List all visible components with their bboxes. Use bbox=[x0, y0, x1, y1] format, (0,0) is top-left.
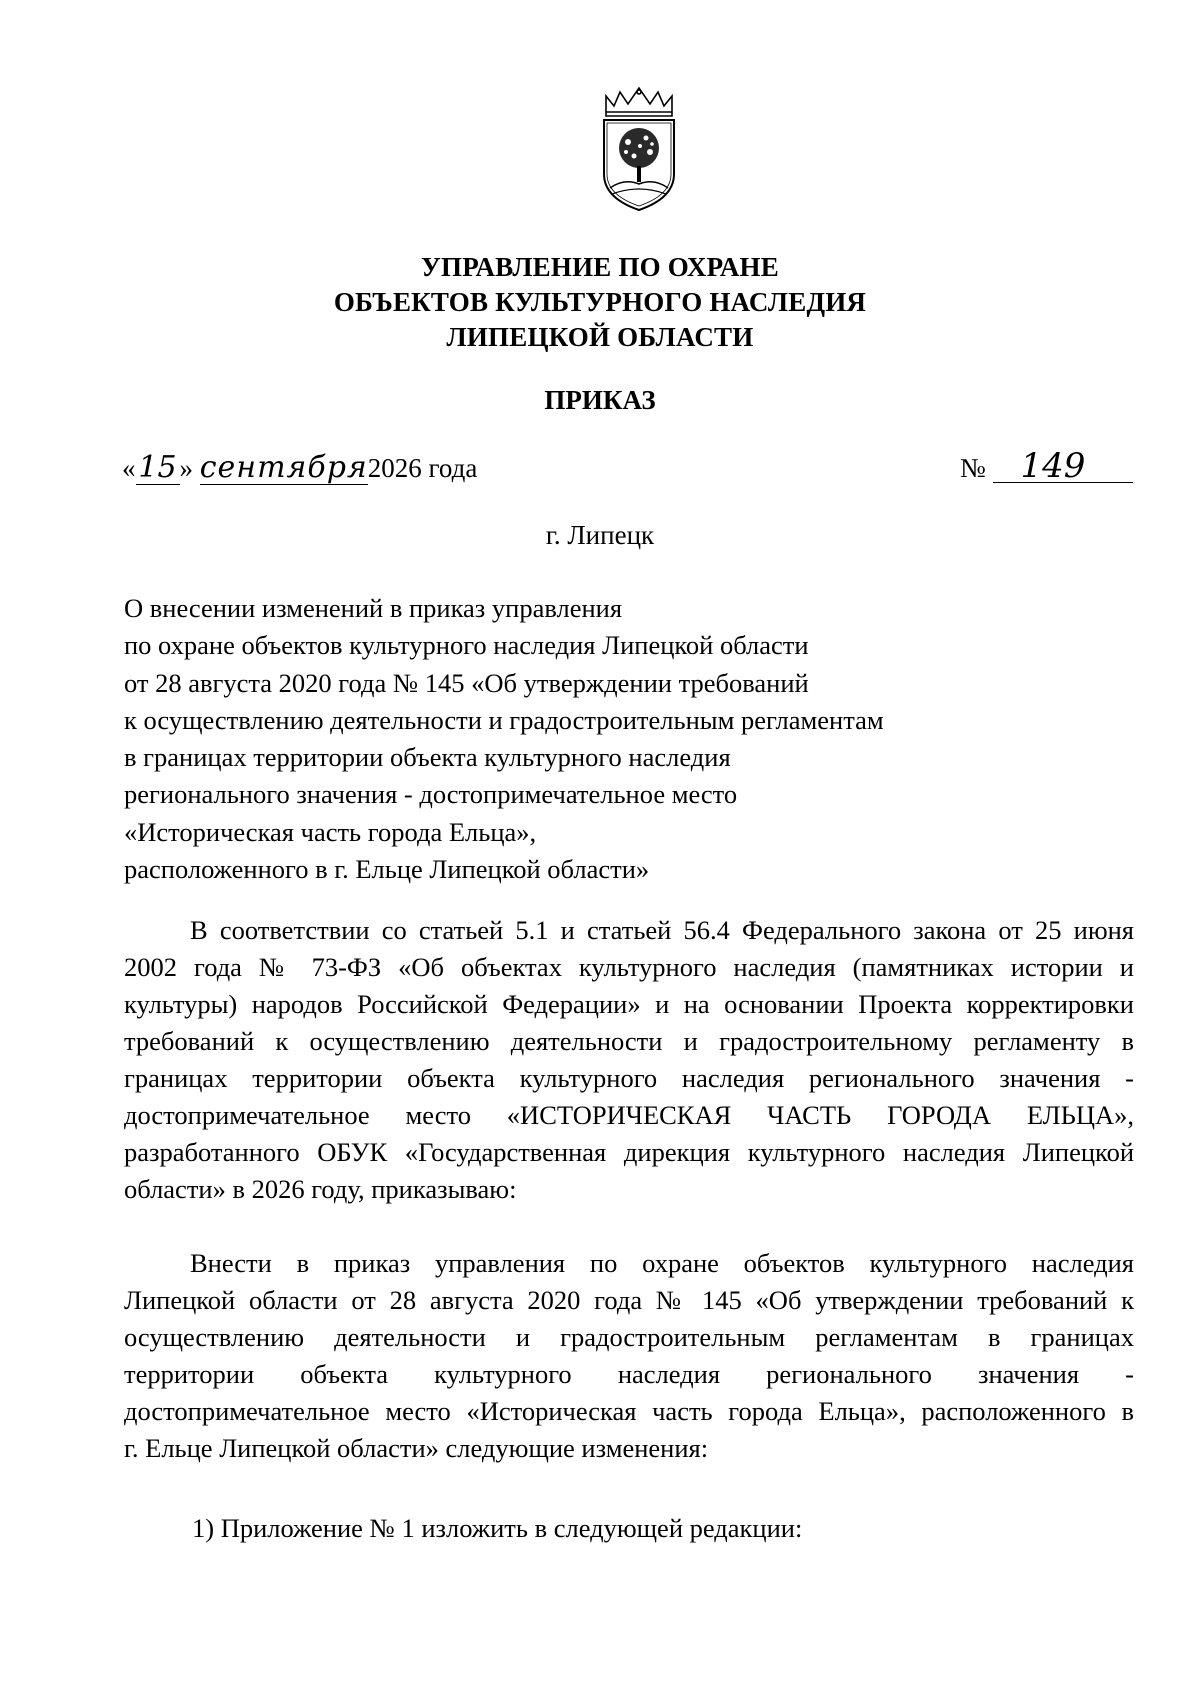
paragraph-line: Внести в приказ управления по охране объектов культурного наследия bbox=[190, 1248, 1134, 1278]
paragraph-line: 2002 года № 73-ФЗ «Об объектах культурного наследия (памятниках истории и bbox=[124, 952, 1134, 982]
date-quote-open: « bbox=[122, 453, 136, 483]
order-date bbox=[122, 448, 477, 488]
paragraph-line: осуществлению деятельности и градостроительным регламентам в границах bbox=[124, 1322, 1134, 1352]
paragraph-line: культуры) народов Российской Федерации» и на основании Проекта корректировки bbox=[124, 989, 1134, 1019]
org-name-line-1: УПРАВЛЕНИЕ ПО ОХРАНЕ bbox=[421, 252, 779, 282]
paragraph-line: территории объекта культурного наследия регионального значения - bbox=[124, 1359, 1134, 1389]
number-handwritten: 149 bbox=[993, 450, 1133, 483]
preamble-paragraph bbox=[124, 912, 1134, 1208]
subject-line: по охране объектов культурного наследия Липецкой области bbox=[124, 630, 809, 661]
paragraph-line: границах территории объекта культурного наследия регионального значения - bbox=[124, 1063, 1134, 1093]
paragraph-line: В соответствии со статьей 5.1 и статьей 56.4 Федерального закона от 25 июня bbox=[190, 915, 1134, 945]
list-item-1: 1) Приложение № 1 изложить в следующей редакции: bbox=[192, 1513, 803, 1543]
order-subject bbox=[124, 590, 1024, 888]
number-label: № bbox=[960, 453, 986, 483]
city-line: г. Липецк bbox=[545, 520, 655, 550]
subject-line: О внесении изменений в приказ управления bbox=[124, 593, 623, 623]
date-quote-close: » bbox=[179, 453, 193, 483]
date-year: 2026 года bbox=[367, 453, 478, 483]
org-name-line-2: ОБЪЕКТОВ КУЛЬТУРНОГО НАСЛЕДИЯ bbox=[333, 287, 867, 317]
paragraph-line: достопримечательное место «Историческая часть города Ельца», расположенного в bbox=[124, 1396, 1134, 1426]
paragraph-line: Липецкой области от 28 августа 2020 года № 145 «Об утверждении требований к bbox=[124, 1285, 1134, 1315]
amendment-paragraph bbox=[124, 1245, 1134, 1467]
subject-line: регионального значения - достопримечательное место bbox=[124, 779, 738, 810]
paragraph-line: области» в 2026 году, приказываю: bbox=[124, 1174, 517, 1204]
order-number bbox=[960, 448, 1133, 488]
subject-line: «Историческая часть города Ельца», bbox=[124, 816, 537, 847]
paragraph-line: требований к осуществлению деятельности и градостроительному регламенту в bbox=[124, 1026, 1134, 1056]
document-type-title: ПРИКАЗ bbox=[544, 385, 656, 415]
date-day-handwritten: 15 bbox=[136, 452, 180, 485]
organization-name bbox=[0, 250, 1200, 355]
subject-line: от 28 августа 2020 года № 145 «Об утверждении требований bbox=[124, 667, 809, 698]
coat-of-arms-emblem bbox=[598, 86, 680, 214]
subject-line: к осуществлению деятельности и градостроительным регламентам bbox=[124, 704, 884, 735]
paragraph-line: г. Ельце Липецкой области» следующие изменения: bbox=[124, 1433, 709, 1463]
paragraph-line: разработанного ОБУК «Государственная дирекция культурного наследия Липецкой bbox=[124, 1137, 1134, 1167]
date-month-handwritten: сентября bbox=[199, 450, 368, 485]
org-name-line-3: ЛИПЕЦКОЙ ОБЛАСТИ bbox=[446, 322, 754, 352]
paragraph-line: достопримечательное место «ИСТОРИЧЕСКАЯ ЧАСТЬ ГОРОДА ЕЛЬЦА», bbox=[124, 1100, 1134, 1130]
subject-line: расположенного в г. Ельце Липецкой области» bbox=[124, 854, 650, 885]
subject-line: в границах территории объекта культурного наследия bbox=[124, 742, 731, 773]
